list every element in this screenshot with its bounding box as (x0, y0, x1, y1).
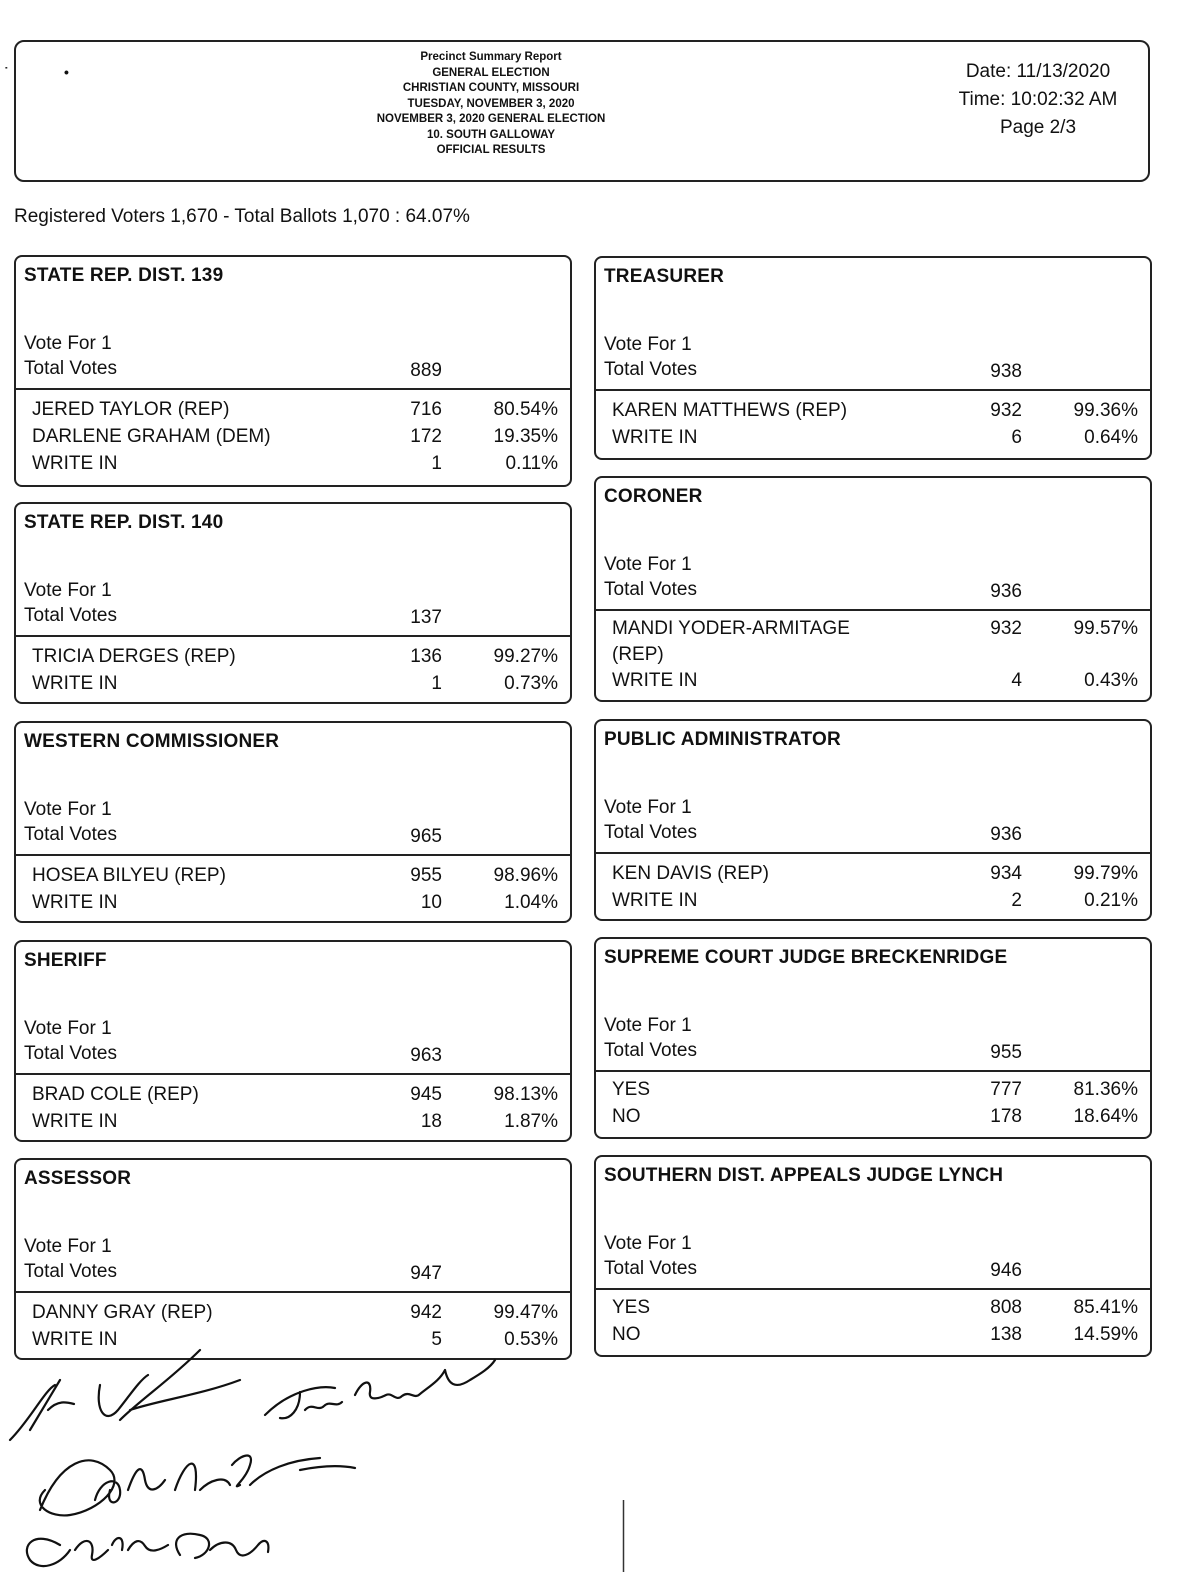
vote-for-label: Vote For 1 (24, 333, 112, 354)
candidate-votes: 945 (410, 1084, 442, 1105)
race-western-commissioner (14, 721, 572, 923)
candidate-row (596, 890, 1150, 917)
race-title: TREASURER (604, 266, 725, 287)
vote-for-label: Vote For 1 (24, 580, 112, 601)
candidate-votes: 1 (431, 673, 442, 694)
candidate-name: WRITE IN (612, 890, 698, 911)
race-divider (16, 1291, 570, 1293)
race-divider (596, 1288, 1150, 1290)
candidate-name: JERED TAYLOR (REP) (32, 399, 230, 420)
total-votes-label: Total Votes (604, 359, 697, 380)
candidate-name: MANDI YODER-ARMITAGE (612, 618, 850, 639)
candidate-percent: 99.47% (493, 1302, 558, 1323)
race-divider (596, 389, 1150, 391)
total-votes-label: Total Votes (604, 1258, 697, 1279)
race-state-rep-140 (14, 502, 572, 704)
vote-for-label: Vote For 1 (604, 334, 692, 355)
total-votes-label: Total Votes (24, 358, 117, 379)
candidate-percent: 14.59% (1073, 1324, 1138, 1345)
candidate-percent: 1.04% (504, 892, 558, 913)
race-divider (596, 852, 1150, 854)
candidate-votes: 808 (990, 1297, 1022, 1318)
county: CHRISTIAN COUNTY, MISSOURI (402, 82, 580, 94)
race-title: STATE REP. DIST. 139 (24, 265, 224, 286)
candidate-name: WRITE IN (32, 892, 118, 913)
candidate-name: BRAD COLE (REP) (32, 1084, 199, 1105)
candidate-name: NO (612, 1324, 641, 1345)
scan-mark-line (622, 1500, 625, 1572)
vote-for-label: Vote For 1 (24, 1236, 112, 1257)
race-assessor (14, 1158, 572, 1360)
candidate-percent: 98.96% (493, 865, 558, 886)
candidate-row (596, 670, 1150, 697)
total-votes-label: Total Votes (604, 822, 697, 843)
candidate-votes: 777 (990, 1079, 1022, 1100)
candidate-votes: 934 (990, 863, 1022, 884)
candidate-row (596, 1106, 1150, 1133)
race-supreme-court-judge (594, 937, 1152, 1139)
signature-stroke (27, 1534, 269, 1566)
race-public-administrator (594, 719, 1152, 921)
candidate-percent: 85.41% (1073, 1297, 1138, 1318)
vote-for-label: Vote For 1 (604, 554, 692, 575)
candidate-row (16, 1111, 570, 1138)
total-votes-value: 965 (410, 826, 442, 847)
candidate-votes: 5 (431, 1329, 442, 1350)
race-appeals-judge (594, 1155, 1152, 1357)
candidate-votes: 18 (420, 1111, 442, 1132)
candidate-name: WRITE IN (32, 1111, 118, 1132)
scan-mark (622, 1500, 625, 1572)
candidate-votes: 136 (410, 646, 442, 667)
total-votes-value: 936 (990, 581, 1022, 602)
candidate-row (596, 400, 1150, 427)
total-votes-value: 137 (410, 607, 442, 628)
total-votes-value: 889 (410, 360, 442, 381)
candidate-votes: 932 (990, 618, 1022, 639)
race-title: SOUTHERN DIST. APPEALS JUDGE LYNCH (604, 1165, 1004, 1186)
candidate-row (16, 865, 570, 892)
candidate-row (16, 673, 570, 700)
vote-for-label: Vote For 1 (604, 1233, 692, 1254)
stray-mark: • (64, 64, 69, 80)
report-header-center (326, 50, 656, 159)
candidate-votes: 2 (1011, 890, 1022, 911)
handwritten-signatures (0, 1340, 560, 1580)
total-votes-value: 963 (410, 1045, 442, 1066)
candidate-votes: 942 (410, 1302, 442, 1323)
candidate-name: WRITE IN (32, 453, 118, 474)
race-state-rep-139 (14, 255, 572, 487)
candidate-name: WRITE IN (32, 673, 118, 694)
total-votes-label: Total Votes (24, 824, 117, 845)
total-votes-label: Total Votes (604, 1040, 697, 1061)
candidate-votes: 172 (410, 426, 442, 447)
candidate-row (16, 1302, 570, 1329)
election-name: NOVEMBER 3, 2020 GENERAL ELECTION (376, 113, 606, 125)
candidate-percent: 18.64% (1073, 1106, 1138, 1127)
candidate-votes: 138 (990, 1324, 1022, 1345)
candidate-percent: 81.36% (1073, 1079, 1138, 1100)
race-divider (16, 635, 570, 637)
signature-stroke (265, 1360, 495, 1418)
candidate-percent: 19.35% (493, 426, 558, 447)
candidate-row (596, 1079, 1150, 1106)
candidate-name: HOSEA BILYEU (REP) (32, 865, 226, 886)
race-title: CORONER (604, 486, 703, 507)
turnout-summary: Registered Voters 1,670 - Total Ballots 1,070 : 64.07% (14, 206, 470, 227)
race-sheriff (14, 940, 572, 1142)
candidate-name: DARLENE GRAHAM (DEM) (32, 426, 271, 447)
race-divider (16, 388, 570, 390)
stray-mark: ˙ (4, 64, 9, 80)
candidate-name: WRITE IN (32, 1329, 118, 1350)
candidate-votes: 932 (990, 400, 1022, 421)
candidate-votes: 955 (410, 865, 442, 886)
race-divider (596, 1070, 1150, 1072)
total-votes-label: Total Votes (24, 1043, 117, 1064)
candidate-row (16, 1084, 570, 1111)
precinct: 10. SOUTH GALLOWAY (426, 128, 555, 141)
total-votes-label: Total Votes (24, 1261, 117, 1282)
candidate-name: DANNY GRAY (REP) (32, 1302, 213, 1323)
candidate-votes: 716 (410, 399, 442, 420)
candidate-votes: 10 (420, 892, 442, 913)
report-meta (938, 58, 1138, 142)
total-votes-label: Total Votes (604, 579, 697, 600)
election-type: GENERAL ELECTION (432, 66, 550, 79)
vote-for-label: Vote For 1 (604, 1015, 692, 1036)
report-title: Precinct Summary Report (420, 51, 562, 63)
candidate-percent: 0.64% (1084, 427, 1138, 448)
race-coroner (594, 476, 1152, 702)
report-time: Time: 10:02:32 AM (958, 89, 1118, 110)
race-title: PUBLIC ADMINISTRATOR (604, 729, 841, 750)
candidate-percent: 0.11% (505, 453, 558, 474)
candidate-votes: 6 (1011, 427, 1022, 448)
race-title: ASSESSOR (24, 1168, 132, 1189)
candidate-name: NO (612, 1106, 641, 1127)
race-divider (596, 609, 1150, 611)
report-header (14, 40, 1150, 182)
total-votes-value: 936 (990, 824, 1022, 845)
vote-for-label: Vote For 1 (24, 799, 112, 820)
candidate-percent: 99.36% (1073, 400, 1138, 421)
candidate-party: (REP) (612, 644, 664, 665)
candidate-row (596, 1324, 1150, 1351)
signature-stroke (40, 1456, 355, 1516)
candidate-percent: 0.21% (1084, 890, 1138, 911)
candidate-row (16, 646, 570, 673)
race-title: STATE REP. DIST. 140 (24, 512, 224, 533)
candidate-percent: 99.57% (1073, 618, 1138, 639)
candidate-name: KAREN MATTHEWS (REP) (612, 400, 848, 421)
election-day: TUESDAY, NOVEMBER 3, 2020 (407, 97, 575, 110)
total-votes-label: Total Votes (24, 605, 117, 626)
candidate-percent: 99.79% (1073, 863, 1138, 884)
total-votes-value: 947 (410, 1263, 442, 1284)
signature-stroke (10, 1350, 240, 1440)
report-date: Date: 11/13/2020 (965, 61, 1111, 82)
candidate-row (596, 618, 1150, 671)
candidate-row (16, 453, 570, 480)
race-title: WESTERN COMMISSIONER (24, 731, 280, 752)
vote-for-label: Vote For 1 (24, 1018, 112, 1039)
total-votes-value: 946 (990, 1260, 1022, 1281)
total-votes-value: 938 (990, 361, 1022, 382)
candidate-votes: 1 (431, 453, 442, 474)
candidate-percent: 1.87% (504, 1111, 558, 1132)
candidate-row (596, 863, 1150, 890)
race-title: SUPREME COURT JUDGE BRECKENRIDGE (604, 947, 1008, 968)
candidate-name: YES (612, 1297, 651, 1318)
candidate-name: YES (612, 1079, 651, 1100)
candidate-percent: 0.43% (1084, 670, 1138, 691)
page-number: Page 2/3 (999, 117, 1077, 138)
candidate-name: TRICIA DERGES (REP) (32, 646, 236, 667)
candidate-votes: 178 (990, 1106, 1022, 1127)
race-treasurer (594, 256, 1152, 460)
candidate-name: WRITE IN (612, 670, 698, 691)
candidate-row (16, 426, 570, 453)
vote-for-label: Vote For 1 (604, 797, 692, 818)
candidate-name: KEN DAVIS (REP) (612, 863, 769, 884)
candidate-percent: 0.53% (504, 1329, 558, 1350)
candidate-percent: 98.13% (493, 1084, 558, 1105)
candidate-name: WRITE IN (612, 427, 698, 448)
candidate-row (596, 1297, 1150, 1324)
candidate-row (596, 427, 1150, 454)
race-title: SHERIFF (24, 950, 107, 971)
total-votes-value: 955 (990, 1042, 1022, 1063)
candidate-row (16, 399, 570, 426)
candidate-row (16, 892, 570, 919)
candidate-percent: 99.27% (493, 646, 558, 667)
race-divider (16, 854, 570, 856)
candidate-votes: 4 (1011, 670, 1022, 691)
candidate-percent: 80.54% (493, 399, 558, 420)
results-type: OFFICIAL RESULTS (436, 144, 546, 156)
candidate-percent: 0.73% (504, 673, 558, 694)
race-divider (16, 1073, 570, 1075)
